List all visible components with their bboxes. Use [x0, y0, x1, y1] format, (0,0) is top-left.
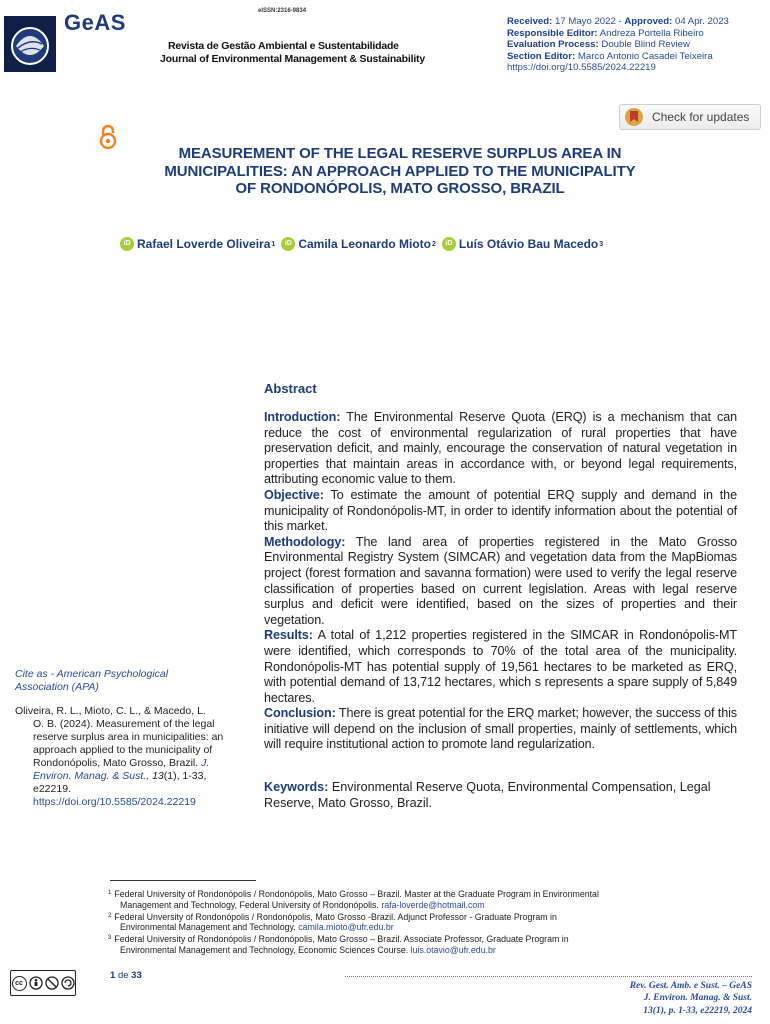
footnotes	[108, 888, 708, 956]
orcid-icon[interactable]: iD	[120, 237, 134, 251]
orcid-icon[interactable]: iD	[281, 237, 295, 251]
check-for-updates-label: Check for updates	[652, 110, 750, 124]
abstract-body	[264, 410, 737, 753]
cc-icon: cc	[12, 976, 27, 991]
doi-link[interactable]: https://doi.org/10.5585/2024.22219	[507, 62, 656, 74]
share-alike-icon	[61, 976, 75, 990]
email-link[interactable]: camila.mioto@ufr.edu.br	[298, 922, 394, 933]
received-line: Received: 17 Mayo 2022 - Approved: 04 Apr. 2023	[507, 16, 729, 27]
process-line: Evaluation Process: Double Blind Review	[507, 39, 690, 51]
by-person-icon	[29, 976, 43, 990]
author-name: Luís Otávio Bau Macedo	[458, 237, 599, 251]
orcid-icon[interactable]: iD	[442, 237, 456, 251]
title-line: OF RONDONÓPOLIS, MATO GROSSO, BRAZIL	[235, 180, 565, 197]
footer-divider	[345, 976, 752, 977]
author-name: Camila Leonardo Mioto	[298, 237, 431, 251]
author-affiliation-number: 2	[432, 240, 436, 248]
check-for-updates-button[interactable]	[619, 104, 761, 130]
citation-doi-link[interactable]: https://doi.org/10.5585/2024.22219	[33, 796, 196, 808]
author-affiliation-number: 3	[599, 240, 604, 248]
author-list	[120, 237, 740, 251]
abstract-results: Results: A total of 1,212 properties registered in the SIMCAR in Rondonópolis-MT were identified, which corresponds to 70% of the total area of the municipality. Rondonópolis-MT has potential supply of 19,561 hectares to be marketed as ERQ, with potential demand of 13,712 hectares, which s represents a spare supply of 5,849 hectares.	[264, 628, 737, 705]
title-line: MUNICIPALITIES: AN APPROACH APPLIED TO THE MUNICIPALITY	[164, 162, 636, 180]
abstract-heading: Abstract	[264, 381, 317, 396]
editor-line: Responsible Editor: Andreza Portella Ribeiro	[507, 27, 704, 39]
abstract-methodology: Methodology: The land area of properties registered in the Mato Grosso Environmental Registry System (SIMCAR) and vegetation data from the MapBiomas project (forest formation and savanna formation) were used to verify the legal reserve classification of properties based on current legislation. Areas with legal reserve surplus and deficit were identified, based on the sizes of properties and their vegetation.	[264, 534, 737, 627]
section-editor-line: Section Editor: Marco Antonio Casadei Teixeira	[507, 50, 713, 62]
article-title	[80, 145, 720, 198]
abstract-conclusion: Conclusion: There is great potential for the ERQ market; however, the success of this initiative will depend on the inclusion of small properties, mainly of settlements, which will require institutional action to promote land regularization.	[264, 706, 737, 752]
footnote: $^3$ Federal University of Rondonópolis / Rondonópolis, Mato Grosso – Brazil. Associate Professor, Graduate Program in Environmental Management and Technology, Economic Sciences Course. luis.otavio@ufr.edu.br	[108, 934, 569, 955]
journal-abbr-pt: Rev. Gest. Amb. e Sust. – GeAS	[629, 981, 752, 991]
journal-abbr-en: J. Environ. Manag. & Sust.	[643, 993, 752, 1004]
email-link[interactable]: rafa-loverde@hotmail.com	[381, 899, 485, 910]
logo-text: GeAS	[64, 10, 126, 35]
cite-heading: Cite as - American Psychological Association (APA)	[15, 668, 169, 693]
author-affiliation-number: 1	[271, 240, 276, 248]
author	[442, 237, 603, 251]
abstract-introduction: Introduction: The Environmental Reserve Quota (ERQ) is a mechanism that can reduce the cost of environmental regularization of rural properties that have preservation deficit, and mainly, encourage the conservation of natural vegetation in properties that maintain areas in accordance with, or beyond legal requirements, attributing economic value to them.	[264, 410, 738, 487]
author	[281, 237, 436, 251]
citation: Oliveira, R. L., Mioto, C. L., & Macedo, L. O. B. (2024). Measurement of the legal reserve surplus area in municipalities: an approach applied to the municipality of Rondonópolis, Mato Grosso, Brazil. J. Environ. Manag. & Sust., 13(1), 1-33, e22219. https://doi.org/10.5585/2024.22219	[15, 705, 224, 808]
journal-issue: 13(1), p. 1-33, e22219, 2024	[643, 1005, 752, 1016]
author-name: Rafael Loverde Oliveira	[137, 237, 271, 251]
bookmark-refresh-icon	[624, 107, 644, 127]
journal-logo	[4, 16, 56, 72]
footnote: $^2$ Federal Unversity of Rondonópolis / Rondonópolis, Mato Grosso -Brazil. Adjunct Professor - Graduate Program in Environmental Management and Technology. camila.mioto@ufr.edu.br	[108, 911, 557, 933]
email-link[interactable]: luis.otavio@ufr.edu.br	[410, 944, 496, 955]
title-line: MEASUREMENT OF THE LEGAL RESERVE SURPLUS AREA IN	[178, 145, 622, 162]
keywords: Keywords: Environmental Reserve Quota, Environmental Compensation, Legal Reserve, Mato Grosso, Brazil.	[264, 780, 711, 810]
footnote-divider	[110, 880, 256, 881]
footnote: $^1$ Federal University of Rondonópolis / Rondonópolis, Mato Grosso – Brazil. Master at the Graduate Program in Environmental Management and Technology, Federal University of Rondonópolis. rafa-loverde@hotmail.com	[108, 889, 599, 910]
journal-name-pt: Revista de Gestão Ambiental e Sustentabilidade	[168, 40, 399, 52]
creative-commons-license-icon[interactable]	[10, 970, 76, 996]
journal-name-en: Journal of Environmental Management & Sustainability	[160, 53, 425, 65]
globe-leaf-icon	[4, 16, 56, 72]
abstract-objective: Objective: To estimate the amount of potential ERQ supply and demand in the municipality of Rondonópolis-MT, in order to identify information about the potential of this market.	[264, 487, 737, 534]
noncommercial-icon	[45, 976, 59, 990]
author	[120, 237, 275, 251]
citation-journal: J. Environ. Manag. & Sust.,	[33, 757, 210, 782]
article-meta	[507, 16, 729, 74]
page-number: 1 de 33	[110, 970, 142, 981]
eissn-label: eISSN:2316-9834	[258, 8, 307, 14]
journal-footer	[630, 980, 752, 1017]
